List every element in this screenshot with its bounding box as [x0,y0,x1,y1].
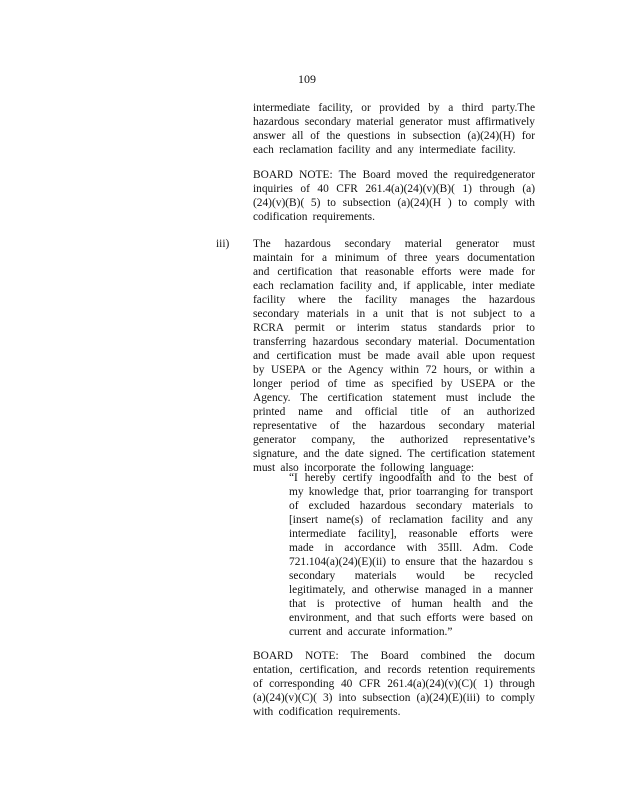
page-number: 109 [298,72,316,86]
board-note-moved-inquiries: BOARD NOTE: The Board moved the requiredgenerator inquiries of 40 CFR 261.4(a)(24)(v)(B)( 1) through (a)(24)(v)(B)( 5) to subsection (a)(24)(H ) to comply with codification requirements. [253,169,535,223]
board-note-combined-requirements: BOARD NOTE: The Board combined the docum entation, certification, and records retention requirements of corresponding 40 CFR 261.4(a)(24)(v)(C)( 1) through (a)(24)(v)(C)( 3) into subsection (a)(24)(E)(iii) to comply with codification requirements. [253,650,535,718]
item-label-iii: iii) [216,238,230,250]
item-iii-text: The hazardous secondary material generator must maintain for a minimum of three years documentation and certification that reasonable efforts were made for each reclamation facility and, if applicable, inter mediate facility where the facility manages the hazardous secondary materials in a unit that is not subject to a RCRA permit or interim status standards prior to transferring hazardous secondary material. Documentation and certification must be made avail able upon request by USEPA or the Agency within 72 hours, or within a longer period of time as specified by USEPA or the Agency. The certification statement must include the printed name and official title of an authorized representative of the hazardous secondary material generator company, the authorized representative’s signature, and the date signed. The certification statement must also incorporate the following language: [253,238,535,474]
certification-quote: “I hereby certify ingoodfaith and to the best of my knowledge that, prior toarranging for transport of excluded hazardous secondary materials to [insert name(s) of reclamation facility and any intermediate facility], reasonable efforts were made in accordance with 35Ill. Adm. Code 721.104(a)(24)(E)(ii) to ensure that the hazardou s secondary materials would be recycled legitimately, and otherwise managed in a manner that is protective of human health and the environment, and that such efforts were based on current and accurate information.” [289,472,533,638]
paragraph-continuation: intermediate facility, or provided by a third party.The hazardous secondary material generator must affirmatively answer all of the questions in subsection (a)(24)(H) for each reclamation facility and any intermediate facility. [253,102,535,156]
